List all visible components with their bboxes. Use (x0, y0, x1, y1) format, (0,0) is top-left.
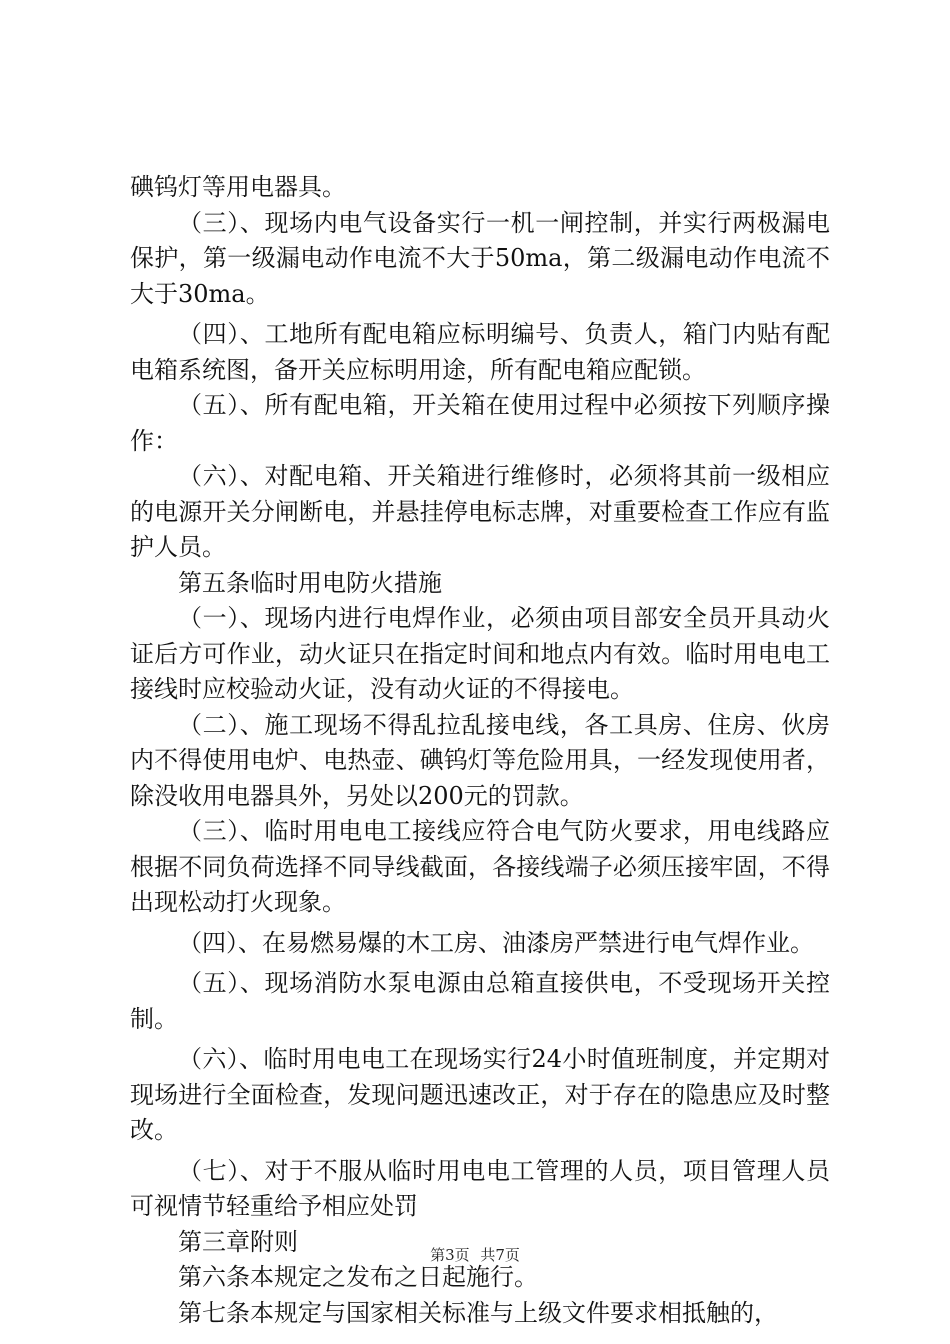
page-footer (0, 1244, 950, 1265)
section-heading: 第五条临时用电防火措施 (178, 568, 442, 597)
total-pages: 共7页 (480, 1246, 520, 1264)
paragraph: （七）、对于不服从临时用电电工管理的人员，项目管理人员可视情节轻重给予相应处罚 (130, 1156, 830, 1220)
paragraph: 第七条本规定与国家相关标准与上级文件要求相抵触的， (178, 1298, 778, 1327)
chapter-heading: 第三章附则 (178, 1227, 298, 1256)
document-body (130, 170, 830, 1331)
paragraph: （五）、现场消防水泵电源由总箱直接供电，不受现场开关控制。 (130, 969, 830, 1033)
paragraph: （四）、在易燃易爆的木工房、油漆房严禁进行电气焊作业。 (178, 928, 814, 957)
paragraph: 第六条本规定之发布之日起施行。 (178, 1263, 538, 1291)
paragraph: （六）、临时用电电工在现场实行24小时值班制度，并定期对现场进行全面检查，发现问题迅速改正，对于存在的隐患应及时整改。 (130, 1045, 830, 1144)
paragraph: （二）、施工现场不得乱拉乱接电线，各工具房、住房、伙房内不得使用电炉、电热壶、碘钨灯等危险用具，一经发现使用者，除没收用电器具外，另处以200元的罚款。 (130, 710, 830, 810)
paragraph: 碘钨灯等用电器具。 (130, 173, 346, 201)
paragraph: （四）、工地所有配电箱应标明编号、负责人，箱门内贴有配电箱系统图，备开关应标明用途，所有配电箱应配锁。 (130, 320, 830, 384)
paragraph: （三）、现场内电气设备实行一机一闸控制，并实行两极漏电保护，第一级漏电动作电流不大于50ma，第二级漏电动作电流不大于30ma。 (130, 208, 830, 308)
paragraph: （三）、临时用电电工接线应符合电气防火要求，用电线路应根据不同负荷选择不同导线截面，各接线端子必须压接牢固，不得出现松动打火现象。 (130, 817, 830, 916)
paragraph: （六）、对配电箱、开关箱进行维修时，必须将其前一级相应的电源开关分闸断电，并悬挂停电标志牌，对重要检查工作应有监护人员。 (130, 462, 830, 561)
page-number: 第3页 (430, 1246, 470, 1264)
paragraph: （一）、现场内进行电焊作业，必须由项目部安全员开具动火证后方可作业，动火证只在指定时间和地点内有效。临时用电电工接线时应校验动火证，没有动火证的不得接电。 (130, 604, 830, 703)
paragraph: （五）、所有配电箱，开关箱在使用过程中必须按下列顺序操作： (130, 391, 830, 455)
